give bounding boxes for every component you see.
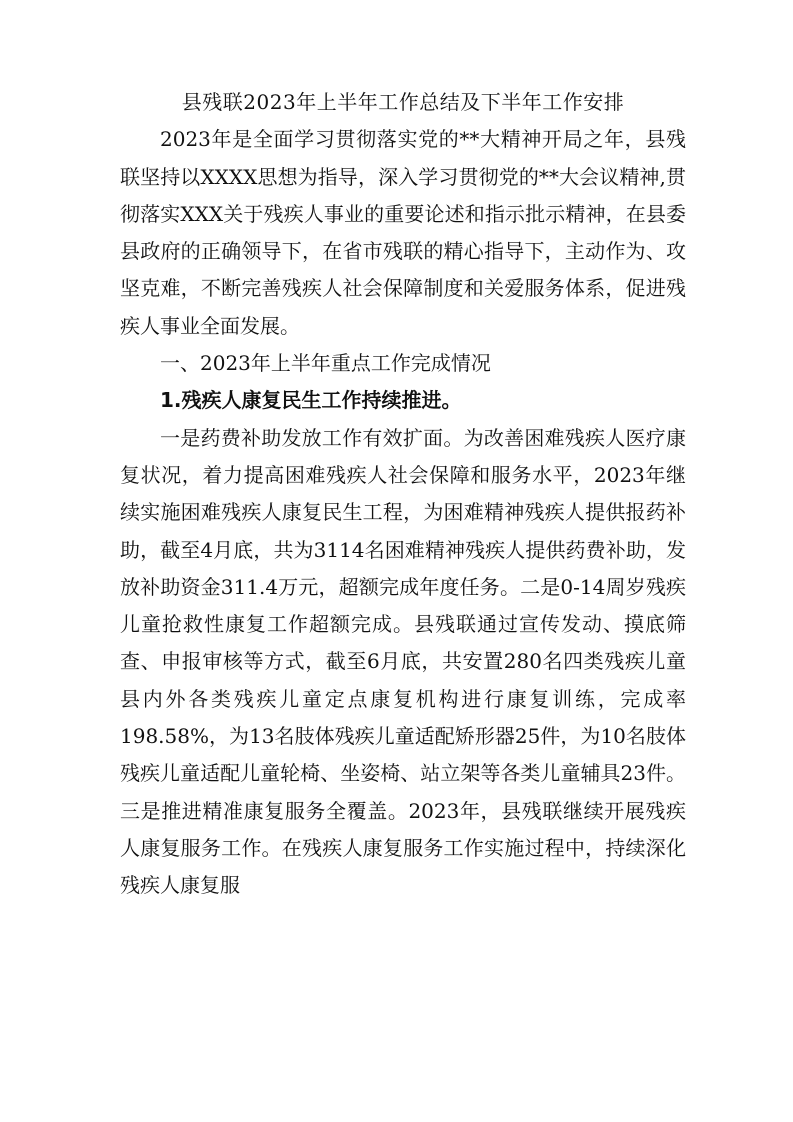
body-paragraph: 一是药费补助发放工作有效扩面。为改善困难残疾人医疗康复状况，着力提高困难残疾人社会保障和服务水平，2023年继续实施困难残疾人康复民生工程，为困难精神残疾人提供报药补助，截至4月底，共为3114名困难精神残疾人提供药费补助，发放补助资金311.4万元，超额完成年度任务。二是0-14周岁残疾儿童抢救性康复工作超额完成。县残联通过宣传发动、摸底筛查、申报审核等方式，截至6月底，共安置280名四类残疾儿童县内外各类残疾儿童定点康复机构进行康复训练，完成率198.58%，为13名肢体残疾儿童适配矫形器25件，为10名肢体残疾儿童适配儿童轮椅、坐姿椅、站立架等各类儿童辅具23件。三是推进精准康复服务全覆盖。2023年，县残联继续开展残疾人康复服务工作。在残疾人康复服务工作实施过程中，持续深化残疾人康复服 (120, 425, 686, 898)
section-heading: 一、2023年上半年重点工作完成情况 (160, 351, 491, 376)
document-body (120, 84, 686, 905)
subsection-heading: 1.残疾人康复民生工作持续推进。 (160, 388, 462, 413)
intro-paragraph: 2023年是全面学习贯彻落实党的**大精神开局之年，县残联坚持以XXXX思想为指导，深入学习贯彻党的**大会议精神,贯彻落实XXX关于残疾人事业的重要论述和指示批示精神，在县委县政府的正确领导下，在省市残联的精心指导下，主动作为、攻坚克难，不断完善残疾人社会保障制度和关爱服务体系，促进残疾人事业全面发展。 (120, 127, 686, 338)
document-title: 县残联2023年上半年工作总结及下半年工作安排 (181, 90, 625, 114)
